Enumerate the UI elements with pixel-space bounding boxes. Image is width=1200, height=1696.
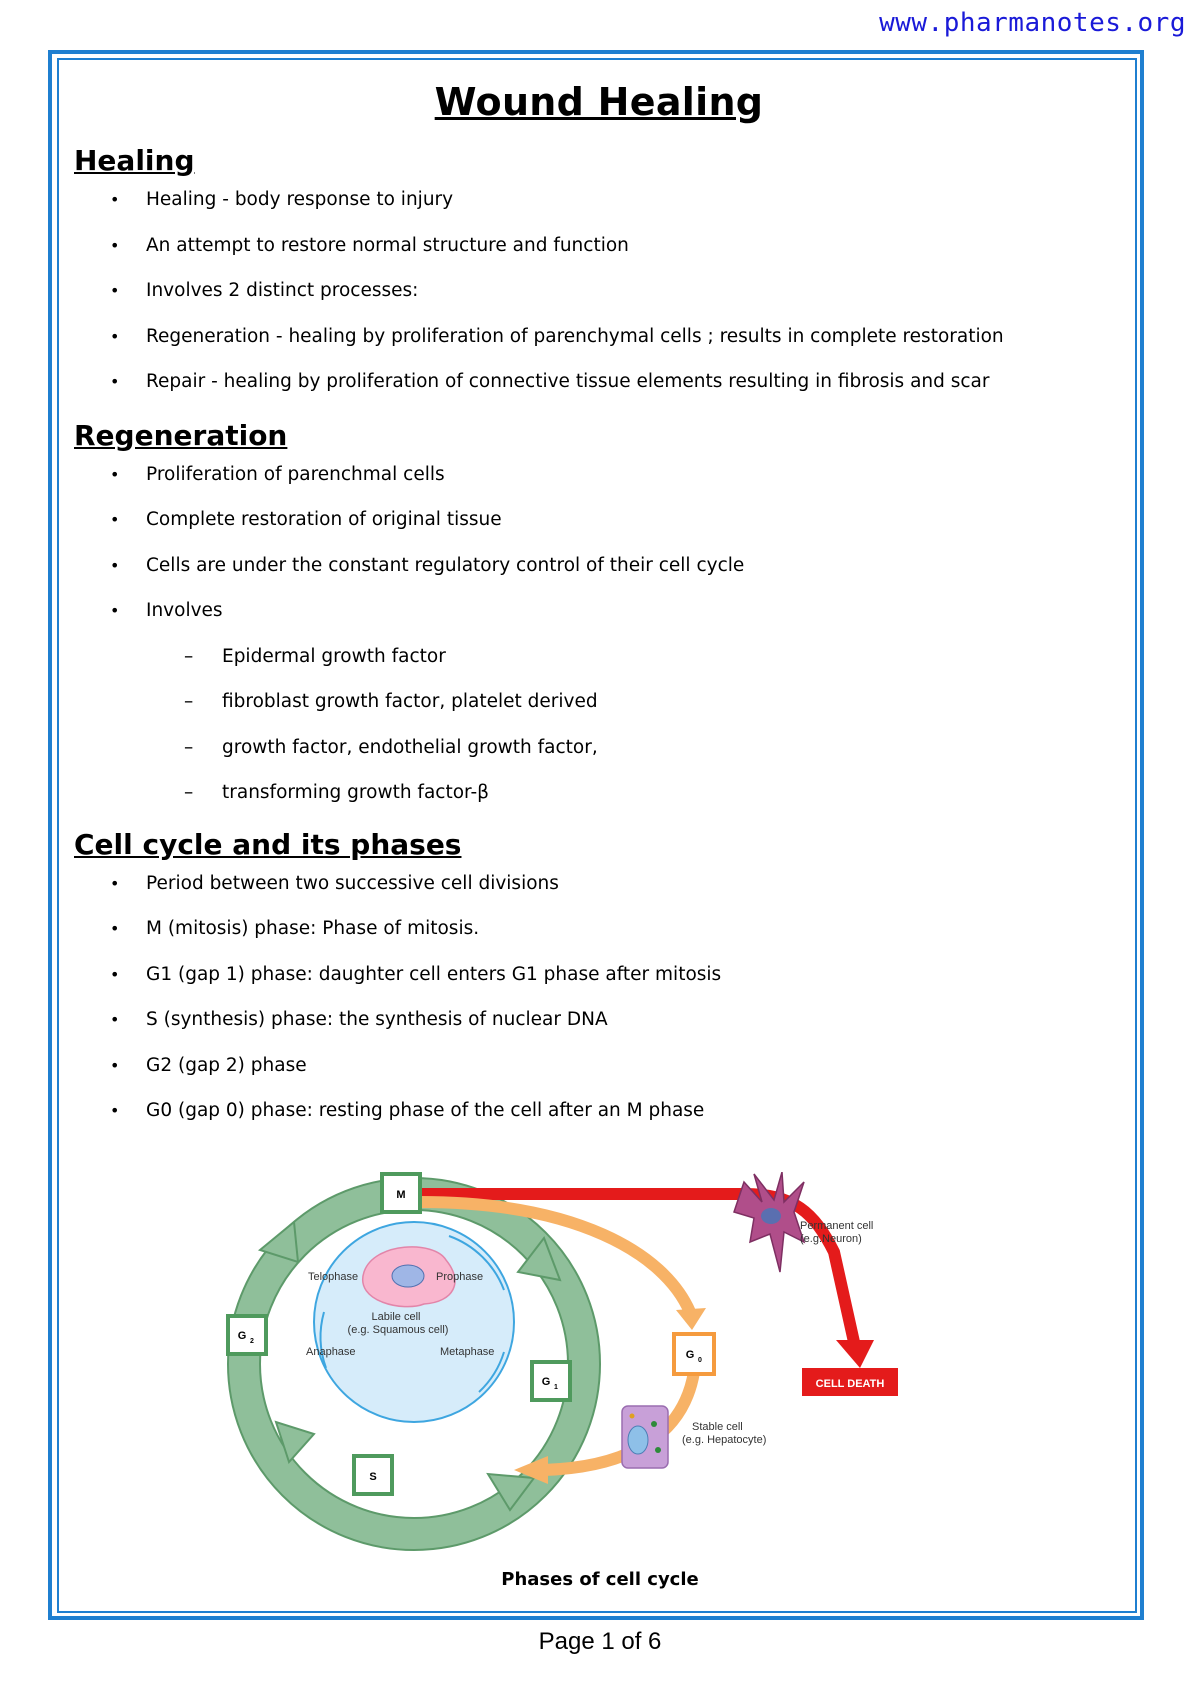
list-item: • Involves 2 distinct processes: [74,268,1124,314]
phase-g1-box [532,1362,570,1400]
cell-cycle-diagram [214,1172,974,1562]
list-item: • Period between two successive cell divisions [74,861,1124,907]
phase-s-box [354,1456,392,1494]
page-number: Page 1 of 6 [538,1628,662,1655]
bullet-icon: • [110,281,120,300]
bullet-icon: • [110,1101,120,1120]
sub-list-item: – transforming growth factor-β [74,770,1124,816]
document-body [74,60,1124,1134]
dash-icon: – [184,645,194,667]
svg-text:S: S [369,1471,377,1483]
site-url[interactable]: www.pharmanotes.org [879,8,1186,38]
hepatocyte-icon [622,1406,668,1468]
stable-cell-example: (e.g. Hepatocyte) [682,1434,767,1446]
list-item: • Involves [74,588,1124,634]
stable-cell-label: Stable cell [692,1421,743,1433]
list-item: • Cells are under the constant regulatory control of their cell cycle [74,543,1124,589]
svg-text:1: 1 [554,1384,558,1391]
cell-death-arrowhead-icon [836,1340,874,1368]
list-item: • Complete restoration of original tissue [74,497,1124,543]
dash-icon: – [184,782,194,803]
section-regeneration [74,419,1124,816]
svg-text:G: G [237,1330,247,1342]
phase-m-box [382,1174,420,1212]
sub-bullet-list [74,634,1124,816]
bullet-icon: • [110,235,120,255]
dash-icon: – [184,691,194,712]
bullet-icon: • [110,1055,120,1075]
list-item: • An attempt to restore normal structure and function [74,223,1124,269]
list-item: • G1 (gap 1) phase: daughter cell enters G1 phase after mitosis [74,952,1124,998]
labile-cell-example: (e.g. Squamous cell) [347,1324,449,1336]
bullet-icon: • [110,601,120,620]
phase-g2-box [228,1316,266,1354]
bullet-icon: • [110,372,120,391]
permanent-cell-label: Permanent cell [800,1220,874,1232]
svg-text:G: G [685,1349,695,1361]
svg-text:G: G [541,1376,551,1388]
g0-arrowhead-icon [676,1308,706,1330]
bullet-list [74,452,1124,634]
page-title: Wound Healing [434,80,764,124]
svg-text:CELL DEATH: CELL DEATH [815,1378,885,1390]
list-item: • S (synthesis) phase: the synthesis of nuclear DNA [74,997,1124,1043]
bullet-icon: • [110,326,120,346]
bullet-icon: • [110,190,120,209]
bullet-icon: • [110,964,120,984]
anaphase-label: Anaphase [306,1346,356,1358]
section-heading: Cell cycle and its phases [74,827,462,861]
section-heading: Regeneration [74,418,288,452]
telophase-label: Telophase [308,1271,359,1283]
svg-text:0: 0 [698,1357,702,1364]
sub-list-item: – Epidermal growth factor [74,634,1124,680]
bullet-icon: • [110,1010,120,1029]
svg-text:M: M [396,1189,406,1201]
bullet-icon: • [110,919,120,938]
labile-cell-nucleus-icon [392,1265,424,1287]
bullet-icon: • [110,464,120,484]
list-item: • Regeneration - healing by proliferation of parenchymal cells ; results in complete restoration [74,314,1124,360]
list-item: • Proliferation of parenchmal cells [74,452,1124,498]
section-cell-cycle [74,828,1124,1134]
section-healing [74,144,1124,405]
bullet-icon: • [110,873,120,893]
sub-list-item: – growth factor, endothelial growth factor, [74,725,1124,771]
bullet-list [74,177,1124,405]
permanent-cell-example: (e.g.Neuron) [800,1233,862,1245]
svg-text:2: 2 [250,1338,254,1345]
bullet-icon: • [110,555,120,575]
prophase-label: Prophase [436,1271,484,1283]
sub-list-item: – fibroblast growth factor, platelet derived [74,679,1124,725]
dash-icon: – [184,736,194,758]
list-item: • Healing - body response to injury [74,177,1124,223]
neuron-icon [734,1172,804,1272]
phase-g0-box [674,1334,714,1374]
list-item: • M (mitosis) phase: Phase of mitosis. [74,906,1124,952]
list-item: • G0 (gap 0) phase: resting phase of the cell after an M phase [74,1088,1124,1134]
list-item: • Repair - healing by proliferation of connective tissue elements resulting in fibrosis and scar [74,359,1124,405]
figure-caption: Phases of cell cycle [501,1569,699,1590]
list-item: • G2 (gap 2) phase [74,1043,1124,1089]
section-heading: Healing [74,144,195,177]
cell-death-badge [802,1368,898,1396]
metaphase-label: Metaphase [440,1346,495,1358]
bullet-icon: • [110,510,120,529]
bullet-list [74,861,1124,1134]
labile-cell-label: Labile cell [371,1311,421,1323]
